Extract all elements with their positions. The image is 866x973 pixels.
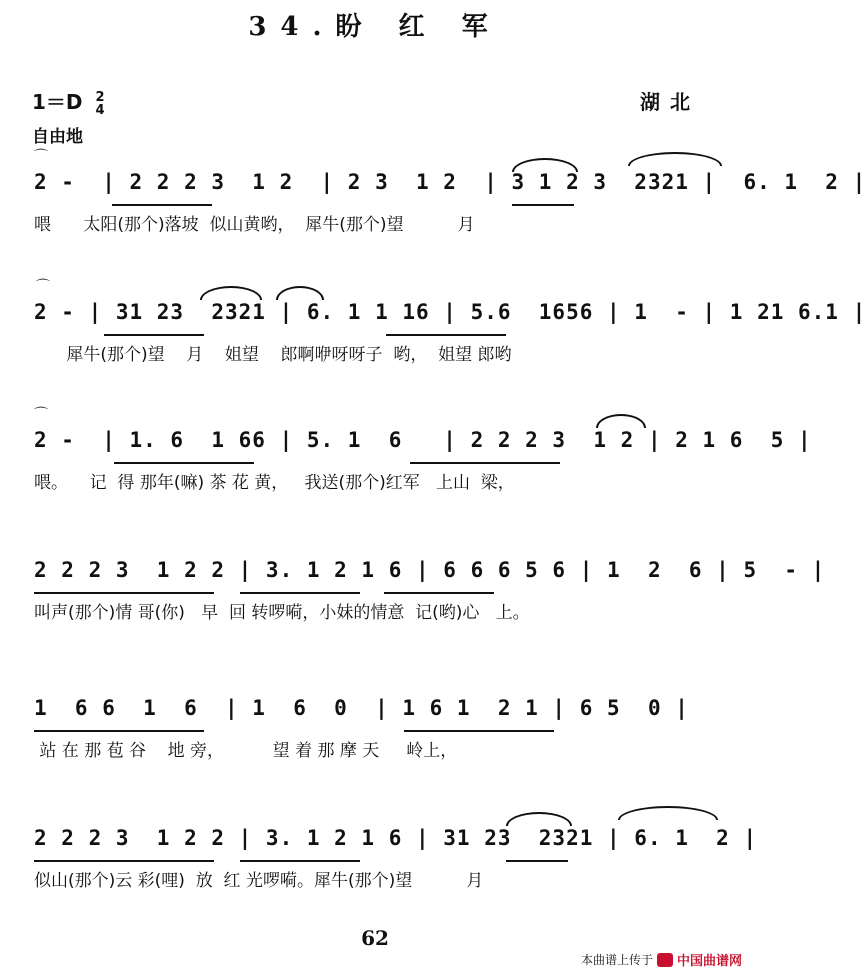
beam-line	[104, 334, 204, 336]
lyrics-line: 喂 太阳(那个)落坡 似山黄哟， 犀牛(那个)望 月	[34, 215, 475, 235]
time-signature-top: 2	[95, 89, 105, 105]
lyrics-line: 站 在 那 苞 谷 地 旁， 望 着 那 摩 天 岭上，	[34, 741, 458, 761]
lyrics-line: 犀牛(那个)望 月 姐望 郎啊咿呀呀子 哟， 姐望 郎哟	[34, 345, 512, 365]
region-label: 湖北	[640, 90, 700, 114]
notation-line: 2 - | 2 2 2 3 1 2 | 2 3 1 2 | 3 1 2 3 2321 | 6. 1 2 |	[34, 170, 866, 194]
beam-line	[386, 334, 506, 336]
lyrics-line: 叫声(那个)情 哥(你) 早 回 转啰嗬，小妹的情意 记(哟)心 上。	[34, 603, 530, 623]
notation-line: 2 2 2 3 1 2 2 | 3. 1 2 1 6 | 6 6 6 5 6 | 1 2 6 | 5 - |	[34, 558, 826, 582]
beam-line	[410, 462, 560, 464]
notation-line: 2 2 2 3 1 2 2 | 3. 1 2 1 6 | 31 23 2321 | 6. 1 2 |	[34, 826, 758, 850]
page-number: 62	[361, 926, 389, 950]
beam-line	[404, 730, 554, 732]
beam-line	[384, 592, 494, 594]
notation-line: 2 - | 31 23 2321 | 6. 1 1 16 | 5.6 1656 | 1 - | 1 21 6.1 |	[34, 300, 866, 324]
slur-mark	[618, 806, 718, 820]
site-logo-icon	[657, 953, 673, 967]
slur-mark	[200, 286, 262, 300]
key-label: 1＝D	[32, 90, 83, 114]
lyrics-line: 喂。 记 得 那年(嘛) 茶 花 黄， 我送(那个)红军 上山 梁，	[34, 473, 515, 493]
slur-mark	[276, 286, 324, 300]
slur-mark	[506, 812, 572, 826]
watermark	[581, 950, 742, 969]
time-signature	[96, 91, 105, 117]
beam-line	[240, 860, 360, 862]
fermata-icon: ⌒	[34, 407, 48, 423]
tempo-marking: 自由地	[32, 127, 83, 147]
beam-line	[506, 860, 568, 862]
beam-line	[512, 204, 574, 206]
beam-line	[112, 204, 212, 206]
watermark-brand: 中国曲谱网	[676, 954, 742, 969]
slur-mark	[628, 152, 722, 166]
beam-line	[34, 860, 214, 862]
lyrics-line: 似山(那个)云 彩(哩) 放 红 光啰嗬。犀牛(那个)望 月	[34, 871, 484, 891]
watermark-text: 本曲谱上传于	[580, 953, 653, 967]
key-signature	[32, 86, 105, 117]
fermata-icon: ⌒	[36, 279, 50, 295]
score-title: 34.盼 红 军	[248, 12, 502, 42]
time-signature-bottom: 4	[95, 102, 105, 118]
fermata-icon: ⌒	[34, 149, 48, 165]
beam-line	[240, 592, 360, 594]
beam-line	[34, 592, 214, 594]
notation-line: 2 - | 1. 6 1 66 | 5. 1 6 | 2 2 2 3 1 2 | 2 1 6 5 |	[34, 428, 812, 452]
beam-line	[114, 462, 254, 464]
beam-line	[34, 730, 204, 732]
slur-mark	[596, 414, 646, 428]
notation-line: 1 6 6 1 6 | 1 6 0 | 1 6 1 2 1 | 6 5 0 |	[34, 696, 689, 720]
